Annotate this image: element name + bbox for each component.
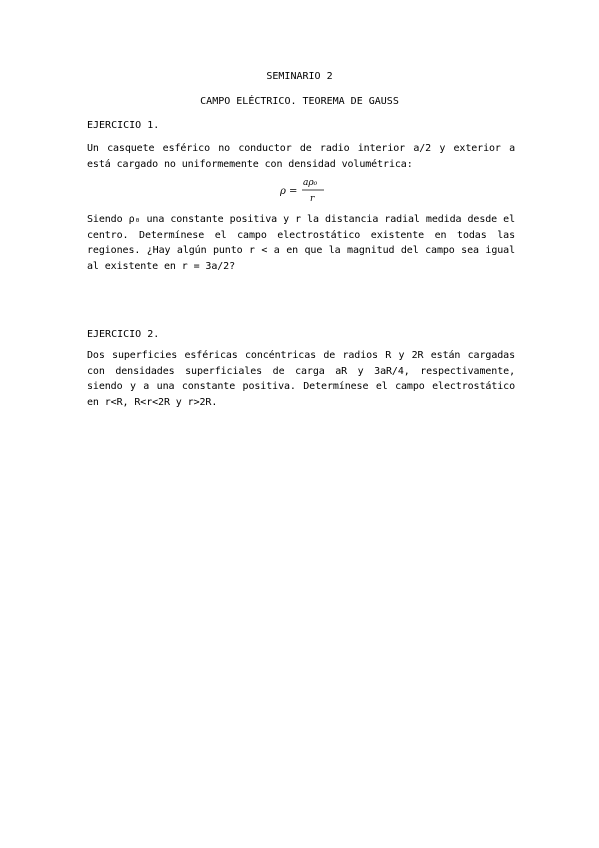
exercise-1-paragraph-1: Un casquete esférico no conductor de radio interior a/2 y exterior a está cargado no uniformemente con densidad volumétrica: (87, 143, 515, 170)
exercise-2-paragraph-1: Dos superficies esféricas concéntricas de radios R y 2R están cargadas con densidades superficiales de carga aR y 3aR/4, respectivamente, siendo y a una constante positiva. Determínese el campo electrostático en r<R, R<r<2R y r>2R. (87, 350, 515, 408)
document-title: SEMINARIO 2 (266, 71, 333, 82)
density-formula (0, 176, 599, 206)
formula-svg (280, 176, 340, 206)
formula-lhs: ρ = (280, 186, 298, 197)
exercise-1-paragraph-2: Siendo ρ₀ una constante positiva y r la distancia radial medida desde el centro. Determínese el campo electrostático existente en todas las regiones. ¿Hay algún punto r < a en que la magnitud del campo sea igual al existente en r = 3a/2? (87, 214, 515, 272)
document-subtitle: CAMPO ELÉCTRICO. TEOREMA DE GAUSS (200, 96, 399, 107)
formula-denominator: r (310, 194, 315, 204)
formula-numerator: aρ₀ (303, 178, 318, 188)
exercise-2-heading: EJERCICIO 2. (87, 329, 160, 340)
exercise-1-heading: EJERCICIO 1. (87, 120, 160, 131)
